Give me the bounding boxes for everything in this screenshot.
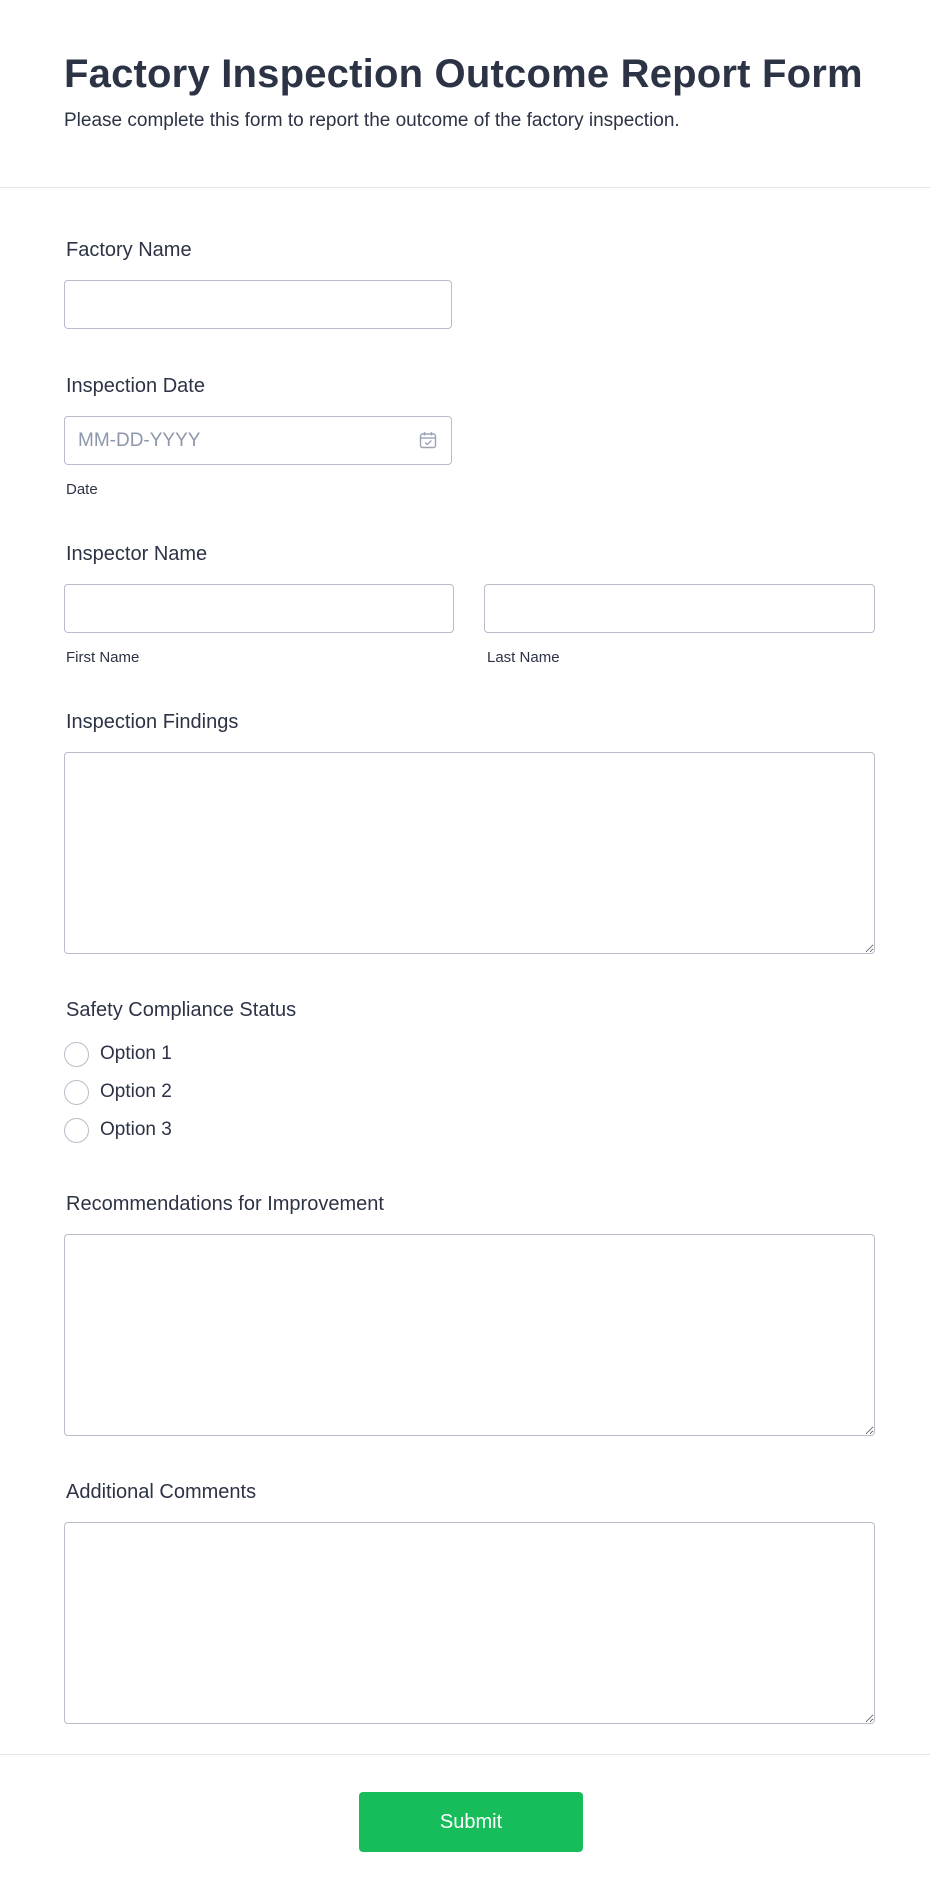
first-name-input[interactable] [64, 584, 454, 633]
additional-comments-label: Additional Comments [66, 1481, 257, 1503]
form-footer [0, 1754, 930, 1902]
calendar-icon[interactable] [419, 431, 437, 449]
inspection-date-label: Inspection Date [66, 375, 205, 397]
factory-name-label: Factory Name [66, 239, 192, 261]
radio-label[interactable]: Option 2 [100, 1081, 172, 1102]
inspection-date-sublabel: Date [66, 481, 98, 498]
inspection-findings-textarea[interactable] [64, 752, 875, 954]
radio-option-3[interactable] [64, 1117, 172, 1143]
inspection-findings-label: Inspection Findings [66, 711, 239, 733]
form-subtitle: Please complete this form to report the outcome of the factory inspection. [64, 110, 680, 131]
recommendations-label: Recommendations for Improvement [66, 1193, 384, 1215]
recommendations-textarea[interactable] [64, 1234, 875, 1436]
radio-label[interactable]: Option 3 [100, 1119, 172, 1140]
form-title: Factory Inspection Outcome Report Form [64, 52, 863, 96]
additional-comments-textarea[interactable] [64, 1522, 875, 1724]
radio-button[interactable] [64, 1080, 89, 1105]
radio-option-2[interactable] [64, 1079, 172, 1105]
safety-compliance-label: Safety Compliance Status [66, 999, 297, 1021]
radio-button[interactable] [64, 1118, 89, 1143]
form-header [0, 0, 930, 188]
inspection-date-input[interactable] [64, 416, 452, 465]
inspector-name-label: Inspector Name [66, 543, 208, 565]
last-name-input[interactable] [484, 584, 875, 633]
last-name-sublabel: Last Name [487, 649, 560, 666]
factory-name-input[interactable] [64, 280, 452, 329]
radio-option-1[interactable] [64, 1041, 172, 1067]
submit-button[interactable]: Submit [359, 1792, 583, 1852]
radio-button[interactable] [64, 1042, 89, 1067]
first-name-sublabel: First Name [66, 649, 140, 666]
radio-label[interactable]: Option 1 [100, 1043, 172, 1064]
